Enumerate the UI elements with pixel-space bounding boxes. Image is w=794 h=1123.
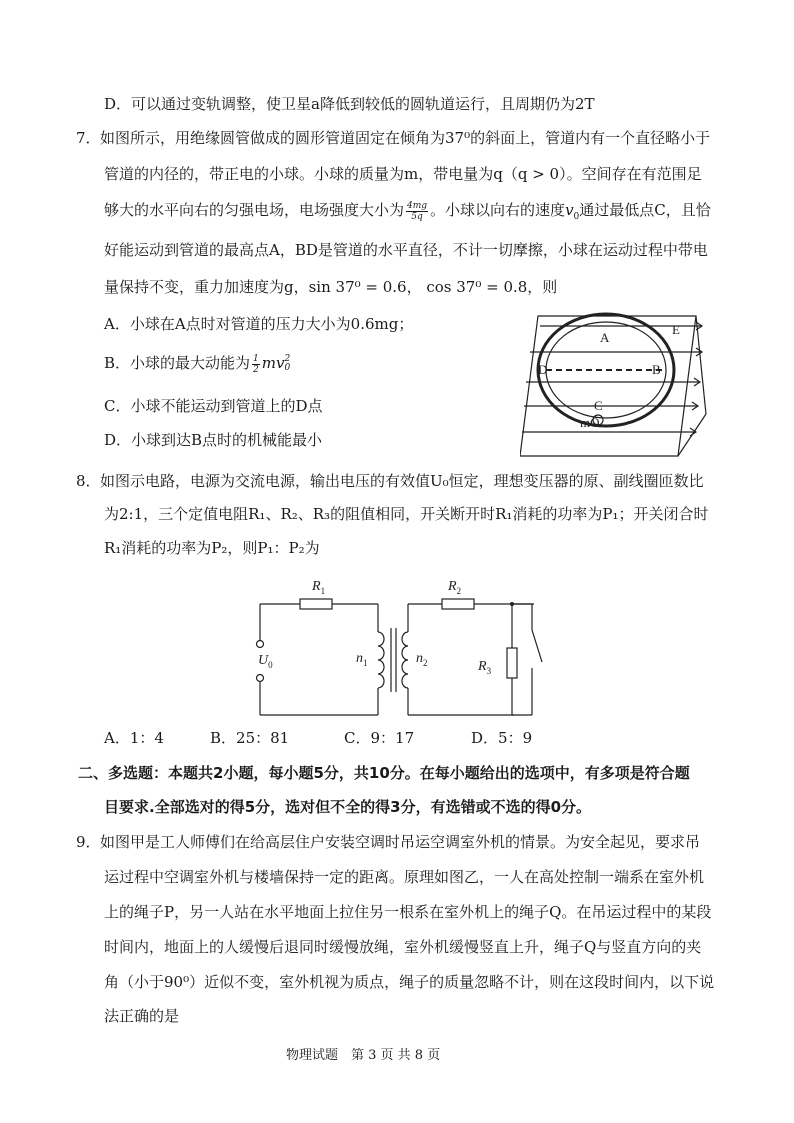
half-fraction	[252, 354, 260, 375]
r2-sub: 2	[456, 586, 462, 596]
exponent: 2	[284, 354, 291, 364]
q9-line6: 法正确的是	[104, 1007, 180, 1025]
q7-incline-tube-figure	[520, 306, 710, 466]
incline-edge	[696, 316, 706, 414]
q8-option-b: B．25：81	[210, 729, 290, 747]
q7-line4: 好能运动到管道的最高点A，BD是管道的水平直径，不计一切摩擦，小球在运动过程中带电	[104, 241, 708, 259]
secondary-coil	[402, 632, 408, 688]
q7-line3a: 够大的水平向右的匀强电场，电场强度大小为	[104, 201, 405, 219]
q7-option-d: D．小球到达B点时的机械能最小	[104, 431, 323, 449]
q9-line3: 上的绳子P，另一人站在水平地面上拉住另一根系在室外机上的绳子Q。在吊运过程中的某段	[104, 903, 712, 921]
exp-sub-stack	[284, 355, 290, 373]
q8-option-a: A．1：4	[104, 729, 164, 747]
q9-line2: 运过程中空调室外机与楼墙保持一定的距离。原理如图乙，一人在高处控制一端系在室外机	[104, 868, 705, 886]
q9-line5: 角（小于90⁰）近似不变，室外机视为质点，绳子的质量忽略不计，则在这段时间内，以下说	[104, 973, 715, 991]
label-a: A	[600, 330, 610, 345]
field-strength-fraction	[406, 201, 428, 222]
q8-option-c: C．9：17	[344, 729, 415, 747]
q7-line2: 管道的内径的，带正电的小球。小球的质量为m，带电量为q（q > 0）。空间存在有范围足	[104, 165, 702, 183]
q9-line4: 时间内，地面上的人缓慢后退同时缓慢放绳，室外机缓慢竖直上升，绳子Q与竖直方向的夹	[104, 938, 702, 956]
label-e: E	[672, 322, 680, 337]
q7-number: 7．	[76, 129, 101, 147]
q7-option-c: C．小球不能运动到管道上的D点	[104, 397, 323, 415]
resistor-r2	[442, 599, 474, 609]
half-denominator: 2	[253, 364, 259, 375]
label-m: mO	[580, 415, 600, 430]
label-r2	[447, 579, 461, 596]
fraction-numerator: 4mg	[407, 200, 428, 211]
n1-letter: n	[356, 651, 363, 666]
q8-line3: R₁消耗的功率为P₂，则P₁：P₂为	[104, 539, 320, 557]
q8-line2: 为2:1，三个定值电阻R₁、R₂、R₃的阻值相同，开关断开时R₁消耗的功率为P₁；开关闭合时	[104, 505, 709, 523]
q8-number: 8．	[76, 472, 101, 490]
r3-sub: 3	[486, 666, 492, 676]
q8-option-d: D．5：9	[471, 729, 533, 747]
switch-blade	[532, 630, 542, 662]
fraction-denominator: 5q	[411, 211, 423, 222]
r3-letter: R	[478, 659, 487, 674]
resistor-r1	[300, 599, 332, 609]
half-numerator: 1	[253, 353, 259, 364]
label-c: C	[594, 398, 603, 413]
section2-heading-line2: 目要求.全部选对的得5分，选对但不全的得3分，有选错或不选的得0分。	[104, 798, 592, 816]
q7-line3c: 通过最低点C，且恰	[579, 201, 711, 219]
label-b: B	[652, 362, 661, 377]
n2-sub: 2	[423, 658, 428, 668]
u0-sub: 0	[268, 660, 273, 670]
n1-sub: 1	[363, 658, 368, 668]
label-r1	[311, 579, 325, 596]
section2-heading-line1: 二、多选题：本题共2小题，每小题5分，共10分。在每小题给出的选项中，有多项是符合题	[78, 764, 690, 782]
q7-line1: 如图所示，用绝缘圆管做成的圆形管道固定在倾角为37⁰的斜面上，管道内有一个直径略小于	[100, 129, 711, 147]
r2-letter: R	[448, 579, 457, 594]
u0-letter: U	[258, 653, 269, 668]
primary-coil	[378, 632, 384, 688]
q8-circuit-figure	[250, 570, 550, 720]
junction-dot	[510, 602, 514, 606]
terminal-bottom	[257, 675, 264, 682]
label-u0	[258, 653, 273, 670]
q7-line3b: 。小球以向右的速度	[430, 201, 566, 219]
subscript: 0	[284, 363, 291, 373]
resistor-r3	[507, 648, 517, 678]
label-n1	[356, 651, 368, 668]
label-r3	[477, 659, 492, 676]
q7-line5: 量保持不变，重力加速度为g，sin 37⁰ = 0.6， cos 37⁰ = 0.8，则	[104, 278, 558, 296]
q6-option-d: D．可以通过变轨调整，使卫星a降低到较低的圆轨道运行，且周期仍为2T	[104, 95, 595, 113]
label-n2	[416, 651, 428, 668]
page-footer: 物理试题 第 3 页 共 8 页	[286, 1048, 441, 1063]
v0-subscript: 0	[573, 212, 580, 222]
n2-letter: n	[416, 651, 423, 666]
option-b-prefix: B．小球的最大动能为	[104, 354, 251, 372]
q9-number: 9．	[76, 833, 101, 851]
q7-option-a: A．小球在A点时对管道的压力大小为0.6mg；	[104, 315, 414, 333]
q9-line1: 如图甲是工人师傅们在给高层住户安装空调时吊运空调室外机的情景。为安全起见，要求吊	[100, 833, 701, 851]
r1-sub: 1	[320, 586, 326, 596]
q7-line3	[104, 200, 711, 227]
v0-symbol: v	[565, 201, 574, 219]
q8-line1: 如图示电路，电源为交流电源，输出电压的有效值U₀恒定，理想变压器的原、副线圈匝数比	[100, 472, 704, 490]
terminal-top	[257, 641, 264, 648]
mv-symbol: mv	[261, 354, 285, 372]
r1-letter: R	[312, 579, 321, 594]
q7-option-b	[104, 353, 290, 375]
label-d: D	[538, 362, 548, 377]
